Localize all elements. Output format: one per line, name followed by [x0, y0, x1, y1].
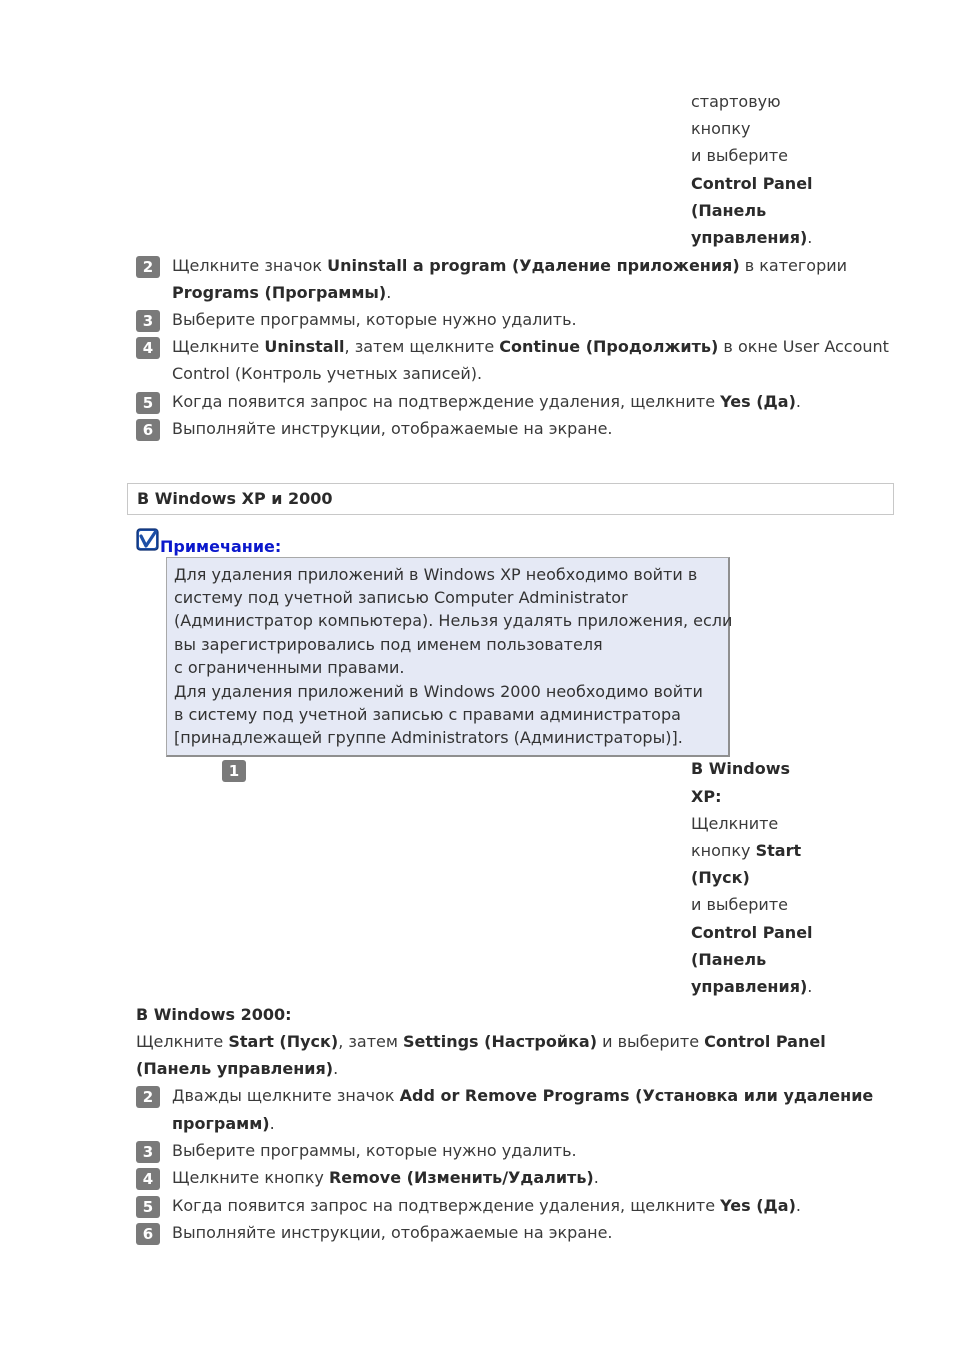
- xp-col-line: (Пуск): [691, 868, 750, 887]
- section-title: В Windows XP и 2000: [137, 489, 333, 508]
- note-line: вы зарегистрировались под именем пользователя: [174, 635, 603, 654]
- note-line: с ограниченными правами.: [174, 658, 405, 677]
- step-text: Щелкните Uninstall, затем щелкните Continue (Продолжить) в окне User Account: [172, 337, 889, 356]
- step-number-badge: 2: [136, 256, 160, 278]
- note-box: [166, 557, 733, 757]
- step-text: Выберите программы, которые нужно удалить.: [172, 310, 577, 329]
- step-number-badge: 5: [136, 392, 160, 414]
- checkmark-note-icon: [136, 528, 160, 552]
- top-col-line: Control Panel: [691, 174, 813, 193]
- xp-col-line: XP:: [691, 787, 722, 806]
- xp-col-line: В Windows: [691, 759, 791, 778]
- step-number-badge: 6: [136, 1223, 160, 1245]
- step-number-badge: 3: [136, 1141, 160, 1163]
- step-text: Щелкните кнопку Remove (Изменить/Удалить).: [172, 1168, 599, 1187]
- xp-col-line: Control Panel: [691, 923, 813, 942]
- step-text: Control (Контроль учетных записей).: [172, 364, 483, 383]
- step-text: Когда появится запрос на подтверждение удаления, щелкните Yes (Да).: [172, 392, 801, 411]
- note-line: Для удаления приложений в Windows 2000 необходимо войти: [174, 682, 703, 701]
- step-text: Дважды щелкните значок Add or Remove Programs (Установка или удаление: [172, 1086, 874, 1105]
- top-col-line: и выберите: [691, 146, 788, 165]
- step-text: Programs (Программы).: [172, 283, 392, 302]
- top-col-line: (Панель: [691, 201, 767, 220]
- note-line: (Администратор компьютера). Нельзя удалять приложения, если: [174, 611, 733, 630]
- note-title: Примечание:: [160, 537, 282, 556]
- xp-col-line: кнопку Start: [691, 841, 802, 860]
- xp-col-line: и выберите: [691, 895, 788, 914]
- step-number-badge: 3: [136, 310, 160, 332]
- step-text: программ).: [172, 1114, 275, 1133]
- xp-col-line: Щелкните: [691, 814, 779, 833]
- win2000-heading: В Windows 2000:: [136, 1005, 292, 1024]
- step-number-badge: 4: [136, 1168, 160, 1190]
- step-number-badge: 5: [136, 1196, 160, 1218]
- step-number-badge: 6: [136, 419, 160, 441]
- note-line: в систему под учетной записью с правами администратора: [174, 705, 681, 724]
- step-text: Выполняйте инструкции, отображаемые на экране.: [172, 419, 613, 438]
- note-line: Для удаления приложений в Windows XP необходимо войти в: [174, 565, 698, 584]
- step-text: Выполняйте инструкции, отображаемые на экране.: [172, 1223, 613, 1242]
- xp-col-line: (Панель: [691, 950, 767, 969]
- top-col-line: кнопку: [691, 119, 751, 138]
- step-number-badge: 4: [136, 337, 160, 359]
- xp-col-line: управления).: [691, 977, 813, 996]
- step-text: Щелкните значок Uninstall a program (Удаление приложения) в категории: [172, 256, 848, 275]
- step-number-badge: 1: [222, 760, 246, 782]
- note-line: [принадлежащей группе Administrators (Администраторы)].: [174, 728, 683, 747]
- step-text: Когда появится запрос на подтверждение удаления, щелкните Yes (Да).: [172, 1196, 801, 1215]
- win2000-text: Щелкните Start (Пуск), затем Settings (Настройка) и выберите Control Panel: [136, 1032, 826, 1051]
- top-col-line: управления).: [691, 228, 813, 247]
- section-header: [127, 483, 894, 515]
- step-number-badge: 2: [136, 1086, 160, 1108]
- win2000-text: (Панель управления).: [136, 1059, 339, 1078]
- step-text: Выберите программы, которые нужно удалить.: [172, 1141, 577, 1160]
- top-col-line: стартовую: [691, 92, 781, 111]
- note-line: систему под учетной записью Computer Administrator: [174, 588, 628, 607]
